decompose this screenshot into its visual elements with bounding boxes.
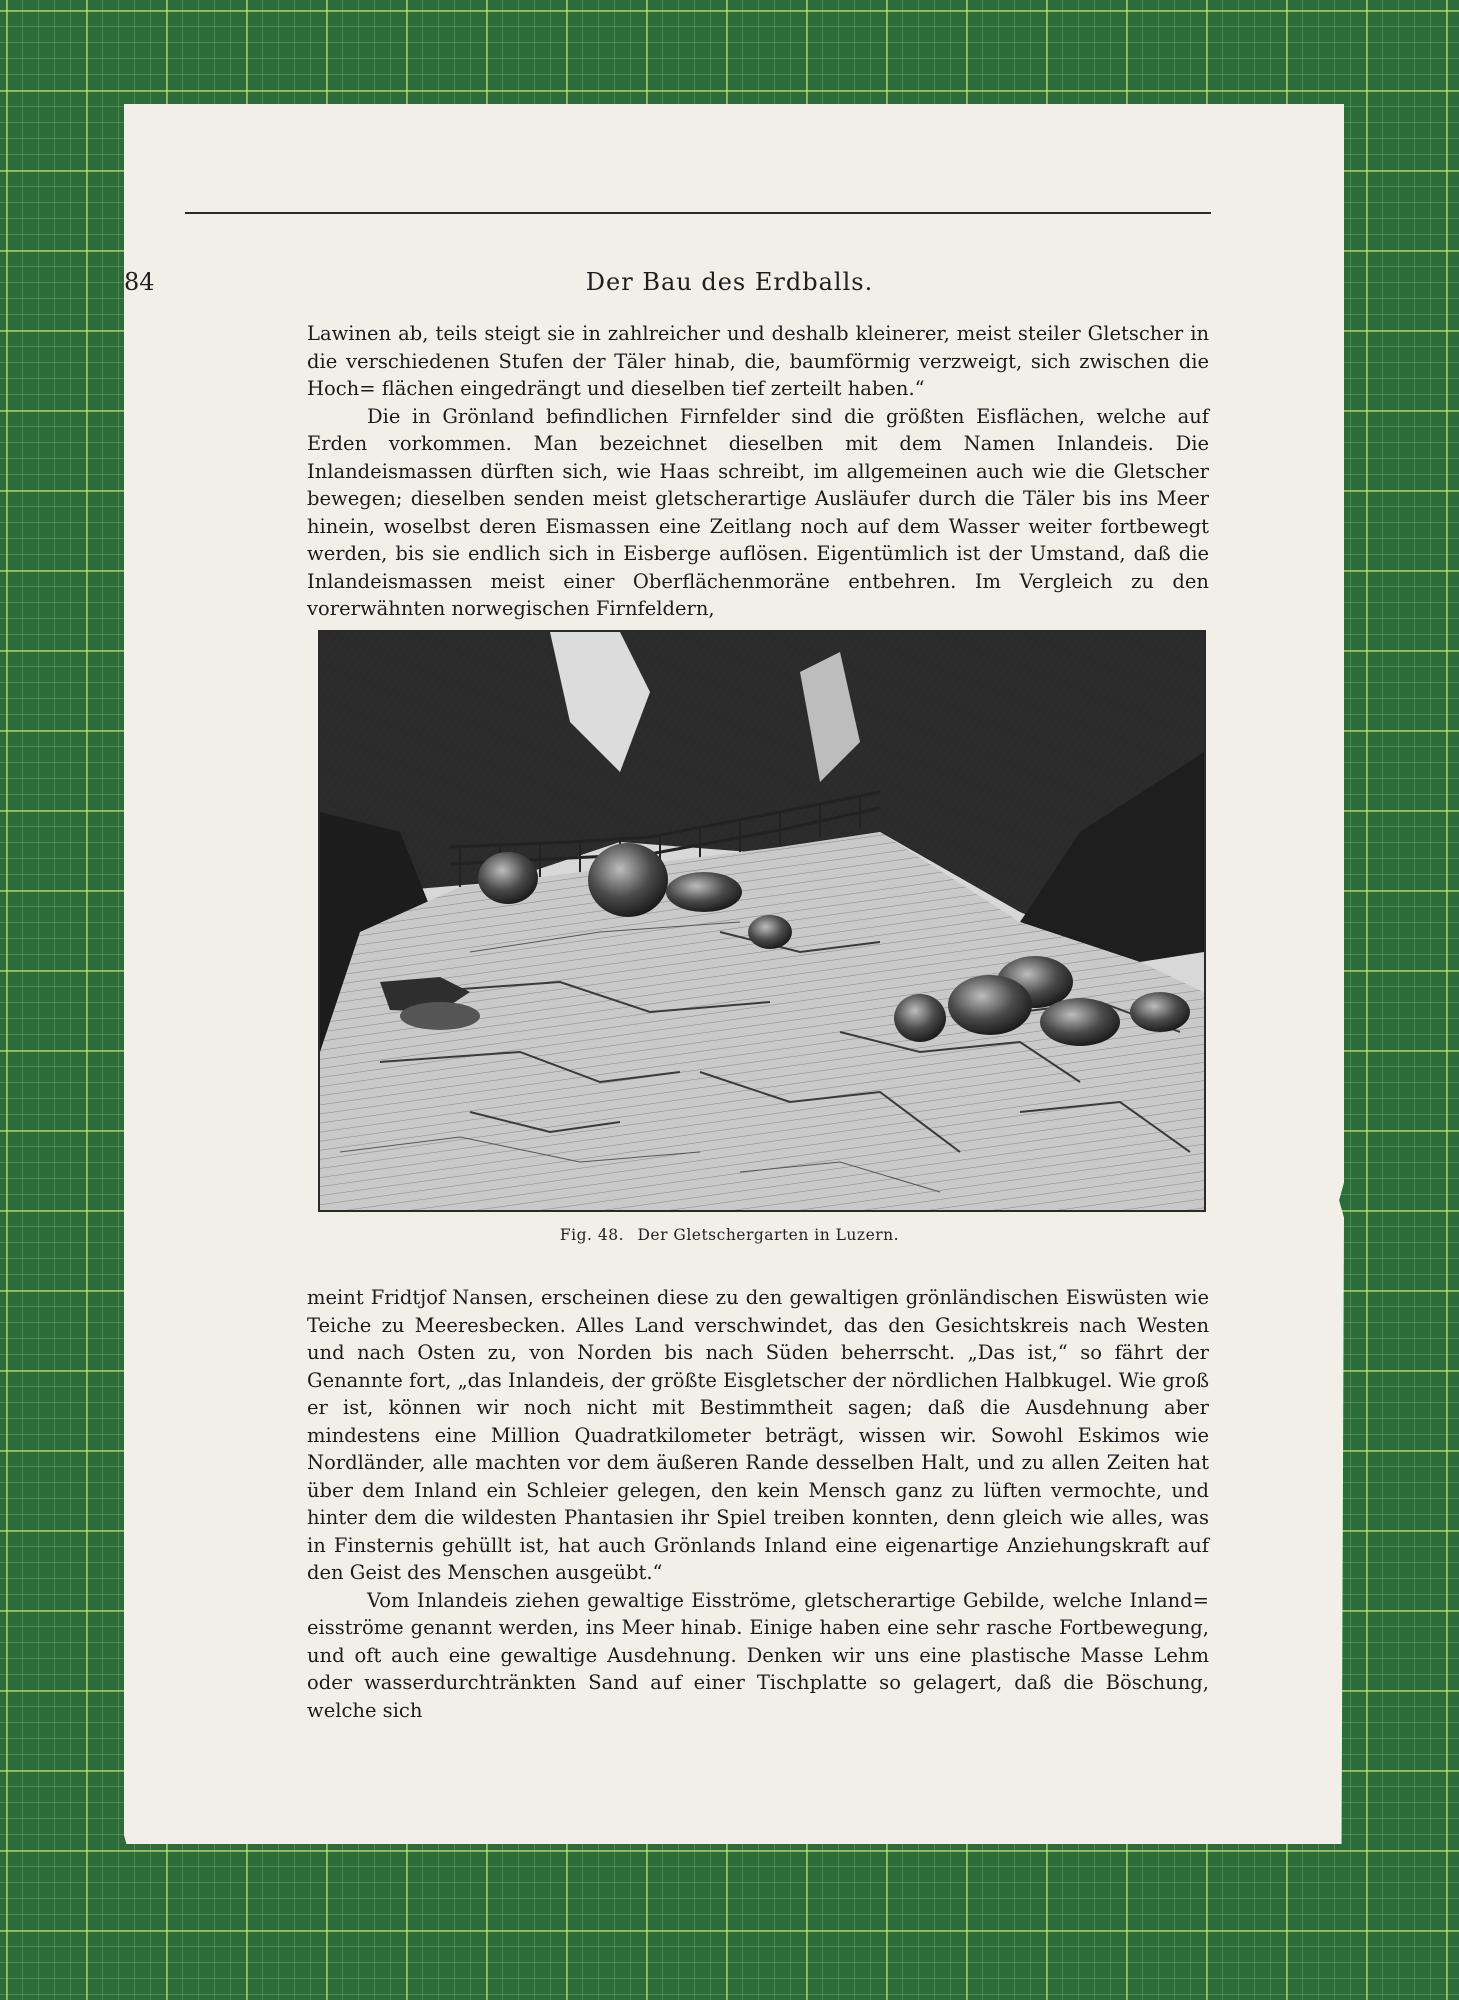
text-line: Eismassen eine Zeitlang noch auf dem Wasser weiter fortbewegt werden, bis sie endlich sich [307, 514, 1210, 565]
text-line: Quadratkilometer beträgt, wissen wir. Sowohl Eskimos wie Nordländer, alle machten vor [307, 1423, 1209, 1474]
figure-engraving [318, 630, 1206, 1212]
text-line: gelegen, den kein Mensch ganz zu lüften vermochte, und hinter dem die wildesten Phantasien [307, 1478, 1209, 1529]
text-line: meint Fridtjof Nansen, erscheinen diese zu den gewaltigen grönländischen Eiswüsten wie Teiche [307, 1286, 1209, 1337]
paragraph [307, 1284, 1209, 1587]
upper-text-block [307, 320, 1209, 623]
text-line: „das Inlandeis, der größte Eisgletscher der nördlichen Halbkugel. Wie groß er ist, können [307, 1368, 1209, 1419]
text-line: Osten zu, von Norden bis nach Süden beherrscht. „Das ist,“ so fährt der Genannte fort, [307, 1341, 1209, 1392]
text-line: ihr Spiel treiben konnten, denn gleich wie alles, was in Finsternis gehüllt ist, hat auch [307, 1506, 1209, 1557]
text-line: Lawinen ab, teils steigt sie in zahlreicher und deshalb kleinerer, meist steiler Gletscher in die [307, 322, 1209, 373]
text-line: senden meist gletscherartige Ausläufer durch die Täler bis ins Meer hinein, woselbst deren [307, 487, 1209, 538]
text-line: wir noch nicht mit Bestimmtheit sagen; daß die Ausdehnung aber mindestens eine Million [307, 1396, 1209, 1447]
text-line: und oft auch eine gewaltige Ausdehnung. Denken wir uns eine plastische Masse Lehm oder [307, 1643, 1209, 1694]
lower-text-block [307, 1284, 1209, 1724]
text-line: eisströme genannt werden, ins Meer hinab. Einige haben eine sehr rasche Fortbewegung, [307, 1616, 1209, 1639]
figure-number: Fig. 48. [559, 1226, 625, 1244]
text-line: dem äußeren Rande desselben Halt, und zu allen Zeiten hat über dem Inland ein Schleier [307, 1451, 1209, 1502]
paragraph [307, 320, 1209, 403]
text-line: Die in Grönland befindlichen Firnfelder sind die größten Eisflächen, welche auf Erden [307, 404, 1209, 455]
glacier-garden-illustration [320, 632, 1204, 1210]
page-number: 84 [124, 268, 155, 296]
text-line: zu Meeresbecken. Alles Land verschwindet, das den Gesichtskreis nach Westen und nach [307, 1313, 1209, 1364]
paragraph [307, 1587, 1209, 1725]
text-line: wasserdurchtränkten Sand auf einer Tischplatte so gelagert, daß die Böschung, welche sich [307, 1671, 1209, 1722]
running-title: Der Bau des Erdballs. [585, 268, 874, 296]
text-line: flächen eingedrängt und dieselben tief zerteilt haben.“ [381, 377, 925, 400]
text-line: vorkommen. Man bezeichnet dieselben mit dem Namen Inlandeis. Die Inlandeismassen [307, 432, 1209, 483]
page-header [185, 168, 1211, 214]
text-line: verschiedenen Stufen der Täler hinab, die, baumförmig verzweigt, sich zwischen die Hoch= [307, 349, 1210, 400]
text-line: dürften sich, wie Haas schreibt, im allgemeinen auch wie die Gletscher bewegen; dieselben [307, 459, 1209, 510]
text-line: Grönlands Inland eine eigenartige Anziehungskraft auf den Geist des Menschen ausgeübt.“ [307, 1533, 1209, 1584]
text-line: in Eisberge auflösen. Eigentümlich ist der Umstand, daß die Inlandeismassen meist einer [307, 542, 1210, 593]
figure-caption [0, 1226, 1459, 1244]
text-line: Vom Inlandeis ziehen gewaltige Eisströme, gletscherartige Gebilde, welche Inland= [367, 1588, 1209, 1612]
paragraph [307, 403, 1209, 623]
figure-caption-text: Der Gletschergarten in Luzern. [637, 1226, 900, 1244]
text-line: Oberflächenmoräne entbehren. Im Vergleich zu den vorerwähnten norwegischen Firnfeldern, [307, 569, 1209, 620]
